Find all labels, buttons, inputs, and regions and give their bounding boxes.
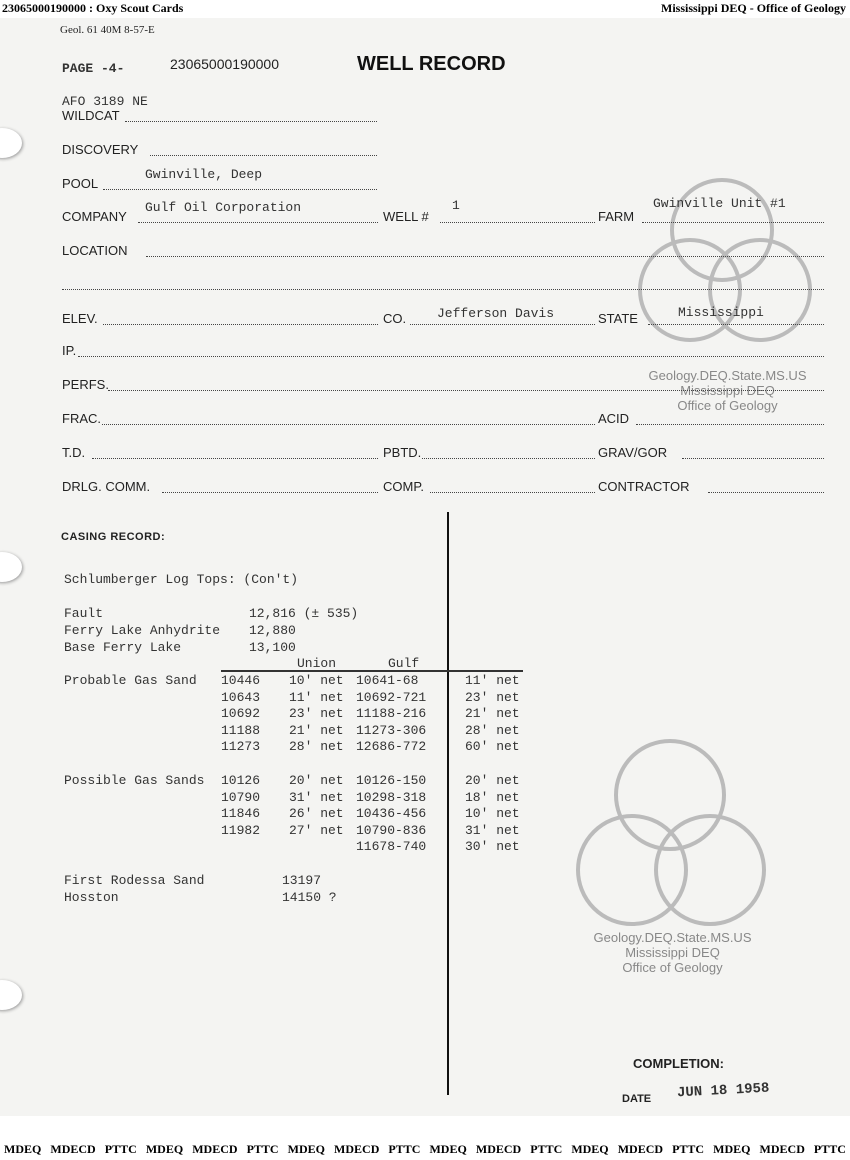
county-field (410, 324, 595, 325)
table-cell: 23' net (289, 706, 344, 721)
header-right: Mississippi DEQ - Office of Geology (661, 1, 846, 15)
county-value: Jefferson Davis (437, 306, 555, 321)
table-cell: 10126-150 (356, 773, 427, 788)
company-field (138, 222, 378, 223)
footer-item: PTTC (388, 1142, 421, 1156)
table-cell: 11846 (221, 806, 261, 821)
pool-label: POOL (62, 176, 99, 191)
seal-watermark-icon (570, 735, 780, 935)
table-cell: 10643 (221, 689, 261, 705)
table-cell: 11' net (289, 689, 344, 705)
acid-field (636, 424, 824, 425)
completion-label: COMPLETION: (633, 1056, 724, 1071)
footer-item: MDEQ (429, 1142, 467, 1156)
column-union: Union (297, 656, 337, 671)
company-value: Gulf Oil Corporation (145, 200, 302, 215)
table-cell: 21' net (465, 706, 520, 721)
completion-date-stamp: JUN 18 1958 (676, 1080, 770, 1102)
table-cell: 11188 (221, 722, 261, 738)
watermark-line: Geology.DEQ.State.MS.US (648, 368, 807, 383)
watermark-line: Mississippi DEQ (680, 383, 775, 398)
comp-label: COMP. (383, 479, 424, 494)
top-name: Fault (64, 606, 104, 621)
table-cell: 11982 (221, 822, 261, 838)
table-cell: 31' net (289, 789, 344, 805)
ip-label: IP. (62, 343, 77, 358)
footer-item: MDECD (759, 1142, 805, 1156)
api-number: 23065000190000 (170, 56, 280, 72)
footer-item: PTTC (104, 1142, 137, 1156)
casing-record-label: CASING RECORD: (61, 531, 166, 543)
footer-item: MDECD (192, 1142, 238, 1156)
table-cell: 28' net (289, 739, 344, 754)
table-cell: 10298-318 (356, 789, 427, 805)
table-cell: 11273 (221, 739, 261, 754)
company-label: COMPANY (62, 209, 127, 224)
elev-field (103, 324, 378, 325)
well-value: 1 (452, 198, 460, 213)
table-cell: 20' net (289, 773, 344, 788)
perfs-label: PERFS. (62, 377, 109, 392)
discovery-field (150, 155, 377, 156)
footer-item: MDECD (50, 1142, 96, 1156)
table-cell: 11' net (465, 673, 520, 688)
table-cell: 27' net (289, 822, 344, 838)
table-rule (221, 670, 523, 672)
formation-depth: 13197 (282, 873, 322, 888)
farm-field (642, 222, 824, 223)
table-cell: 10641-68 (356, 673, 419, 688)
drlg-comm-field (162, 492, 378, 493)
table-cell: 20' net (465, 773, 520, 788)
table-cell: 31' net (465, 822, 520, 838)
afo-number: AFO 3189 NE (62, 94, 148, 109)
watermark-line: Geology.DEQ.State.MS.US (593, 930, 752, 945)
divider-line (447, 512, 449, 1095)
footer-item: PTTC (672, 1142, 705, 1156)
table-cell: 60' net (465, 739, 520, 754)
pool-field (103, 189, 377, 190)
frac-label: FRAC. (62, 411, 101, 426)
farm-label: FARM (598, 209, 635, 224)
state-value: Mississippi (678, 305, 764, 320)
page-number: PAGE -4- (62, 61, 125, 76)
grav-field (682, 458, 824, 459)
contractor-label: CONTRACTOR (598, 479, 690, 494)
table-cell: 28' net (465, 722, 520, 738)
comp-field (430, 492, 595, 493)
well-label: WELL # (383, 209, 429, 224)
well-field (440, 222, 595, 223)
watermark-line: Office of Geology (677, 398, 778, 413)
top-depth: 12,880 (249, 623, 296, 638)
footer-item: PTTC (246, 1142, 279, 1156)
possible-label: Possible Gas Sands (64, 773, 205, 788)
contractor-field (708, 492, 824, 493)
form-code: Geol. 61 40M 8-57-E (60, 24, 155, 36)
table-cell: 30' net (465, 839, 520, 854)
date-label: DATE (622, 1093, 652, 1105)
footer-item: PTTC (813, 1142, 846, 1156)
footer-item: MDECD (475, 1142, 522, 1156)
table-cell: 11273-306 (356, 722, 427, 738)
table-cell: 23' net (465, 689, 520, 705)
table-cell: 18' net (465, 789, 520, 805)
footer-item: MDEQ (571, 1142, 609, 1156)
table-cell: 10692-721 (356, 689, 427, 705)
state-field (648, 324, 824, 325)
location-label: LOCATION (62, 243, 128, 258)
table-cell: 26' net (289, 806, 344, 821)
grav-label: GRAV/GOR (598, 445, 668, 460)
ip-field (78, 356, 824, 357)
wildcat-field (125, 121, 377, 122)
header-left: 23065000190000 : Oxy Scout Cards (2, 1, 184, 15)
table-cell: 10790-836 (356, 822, 427, 838)
farm-value: Gwinville Unit #1 (653, 196, 786, 211)
top-depth: 13,100 (249, 640, 296, 655)
watermark-text (575, 930, 770, 975)
wildcat-label: WILDCAT (62, 108, 120, 123)
location-field-line2 (62, 289, 824, 290)
table-cell: 10436-456 (356, 806, 427, 821)
table-cell: 10' net (289, 673, 344, 688)
frac-field (102, 424, 595, 425)
probable-label: Probable Gas Sand (64, 673, 197, 688)
footer-item: PTTC (530, 1142, 563, 1156)
column-gulf: Gulf (388, 656, 420, 671)
formation-depth: 14150 ? (282, 890, 337, 905)
discovery-label: DISCOVERY (62, 142, 139, 157)
table-cell: 10692 (221, 706, 261, 721)
top-name: Base Ferry Lake (64, 640, 182, 655)
pbtd-label: PBTD. (383, 445, 422, 460)
pool-value: Gwinville, Deep (145, 167, 263, 182)
acid-label: ACID (598, 411, 630, 426)
pbtd-field (422, 458, 595, 459)
watermark-line: Office of Geology (622, 960, 723, 975)
table-cell: 21' net (289, 722, 344, 738)
td-label: T.D. (62, 445, 86, 460)
footer-item: MDECD (617, 1142, 664, 1156)
page-title: WELL RECORD (357, 53, 506, 75)
table-cell: 10446 (221, 673, 261, 688)
drlg-comm-label: DRLG. COMM. (62, 479, 151, 494)
table-cell: 10126 (221, 773, 261, 788)
location-field (146, 256, 824, 257)
formation-name: First Rodessa Sand (64, 873, 205, 888)
td-field (92, 458, 378, 459)
footer-item: MDEQ (145, 1142, 184, 1156)
county-label: CO. (383, 311, 407, 326)
footer-item: MDEQ (287, 1142, 325, 1156)
table-cell: 11678-740 (356, 839, 427, 854)
watermark-line: Mississippi DEQ (625, 945, 720, 960)
table-cell: 12686-772 (356, 739, 427, 754)
table-cell: 11188-216 (356, 706, 427, 721)
table-cell: 10' net (465, 806, 520, 821)
footer-bar (0, 1142, 850, 1157)
state-label: STATE (598, 311, 638, 326)
top-name: Ferry Lake Anhydrite (64, 623, 221, 638)
log-heading: Schlumberger Log Tops: (Con't) (64, 572, 299, 587)
formation-name: Hosston (64, 890, 119, 905)
elev-label: ELEV. (62, 311, 98, 326)
footer-item: MDEQ (4, 1142, 42, 1156)
top-depth: 12,816 (± 535) (249, 606, 359, 621)
table-cell: 10790 (221, 789, 261, 805)
footer-item: MDEQ (713, 1142, 751, 1156)
perfs-field (108, 390, 824, 391)
footer-item: MDECD (334, 1142, 380, 1156)
